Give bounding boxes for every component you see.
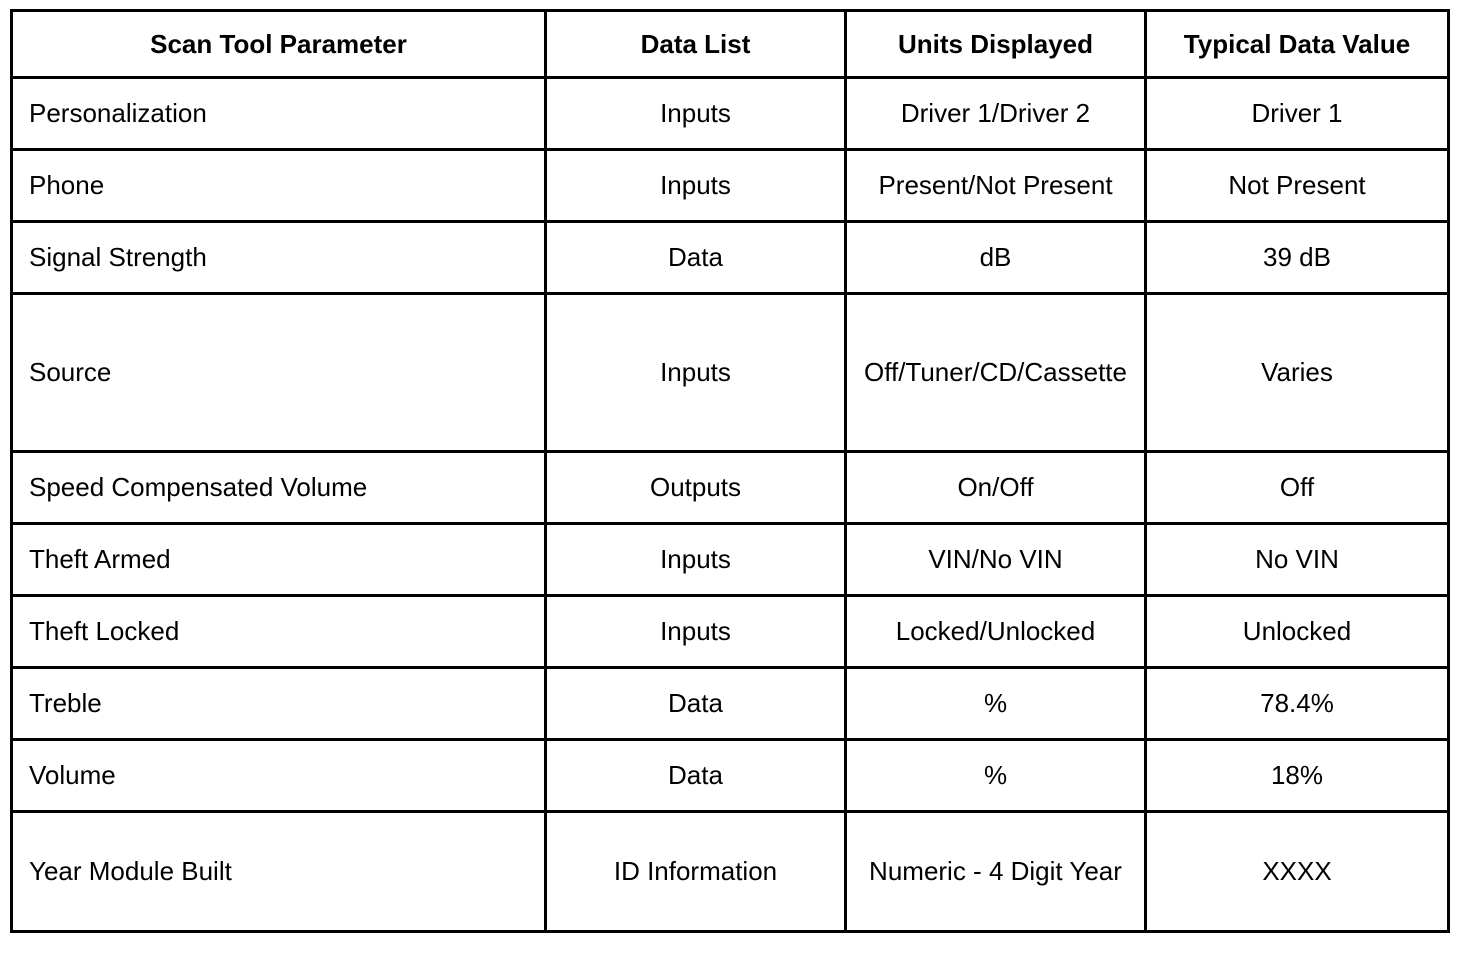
table-row xyxy=(12,668,1449,740)
parameter-cell: Volume xyxy=(12,740,546,812)
data-list-cell: Inputs xyxy=(546,294,846,452)
parameter-cell: Theft Locked xyxy=(12,596,546,668)
header-scan-tool-parameter: Scan Tool Parameter xyxy=(12,11,546,78)
data-list-cell: Data xyxy=(546,668,846,740)
typical-value-cell: 18% xyxy=(1146,740,1449,812)
units-cell: VIN/No VIN xyxy=(846,524,1146,596)
parameter-cell: Personalization xyxy=(12,78,546,150)
parameter-cell: Year Module Built xyxy=(12,812,546,932)
table-header-row xyxy=(12,11,1449,78)
data-list-cell: Inputs xyxy=(546,150,846,222)
units-cell: Locked/Unlocked xyxy=(846,596,1146,668)
parameter-cell: Source xyxy=(12,294,546,452)
data-list-cell: Data xyxy=(546,740,846,812)
typical-value-cell: No VIN xyxy=(1146,524,1449,596)
table-row xyxy=(12,596,1449,668)
typical-value-cell: XXXX xyxy=(1146,812,1449,932)
scan-tool-data-table xyxy=(10,9,1450,933)
parameter-cell: Theft Armed xyxy=(12,524,546,596)
table-row xyxy=(12,78,1449,150)
data-list-cell: Inputs xyxy=(546,524,846,596)
typical-value-cell: Driver 1 xyxy=(1146,78,1449,150)
header-typical-data-value: Typical Data Value xyxy=(1146,11,1449,78)
typical-value-cell: Not Present xyxy=(1146,150,1449,222)
typical-value-cell: 78.4% xyxy=(1146,668,1449,740)
units-cell: Numeric - 4 Digit Year xyxy=(846,812,1146,932)
units-cell: dB xyxy=(846,222,1146,294)
typical-value-cell: Unlocked xyxy=(1146,596,1449,668)
data-list-cell: Inputs xyxy=(546,596,846,668)
table-row xyxy=(12,452,1449,524)
typical-value-cell: Off xyxy=(1146,452,1449,524)
data-list-cell: Inputs xyxy=(546,78,846,150)
parameter-cell: Signal Strength xyxy=(12,222,546,294)
units-cell: Driver 1/Driver 2 xyxy=(846,78,1146,150)
parameter-cell: Phone xyxy=(12,150,546,222)
units-cell: % xyxy=(846,740,1146,812)
typical-value-cell: 39 dB xyxy=(1146,222,1449,294)
header-data-list: Data List xyxy=(546,11,846,78)
data-list-cell: Outputs xyxy=(546,452,846,524)
parameter-cell: Treble xyxy=(12,668,546,740)
table-row xyxy=(12,524,1449,596)
data-list-cell: Data xyxy=(546,222,846,294)
table-row xyxy=(12,150,1449,222)
units-cell: Present/Not Present xyxy=(846,150,1146,222)
parameter-cell: Speed Compensated Volume xyxy=(12,452,546,524)
data-list-cell: ID Information xyxy=(546,812,846,932)
units-cell: Off/Tuner/CD/Cassette xyxy=(846,294,1146,452)
header-units-displayed: Units Displayed xyxy=(846,11,1146,78)
typical-value-cell: Varies xyxy=(1146,294,1449,452)
table-row xyxy=(12,222,1449,294)
units-cell: On/Off xyxy=(846,452,1146,524)
table-row xyxy=(12,294,1449,452)
table-row xyxy=(12,812,1449,932)
units-cell: % xyxy=(846,668,1146,740)
table-row xyxy=(12,740,1449,812)
